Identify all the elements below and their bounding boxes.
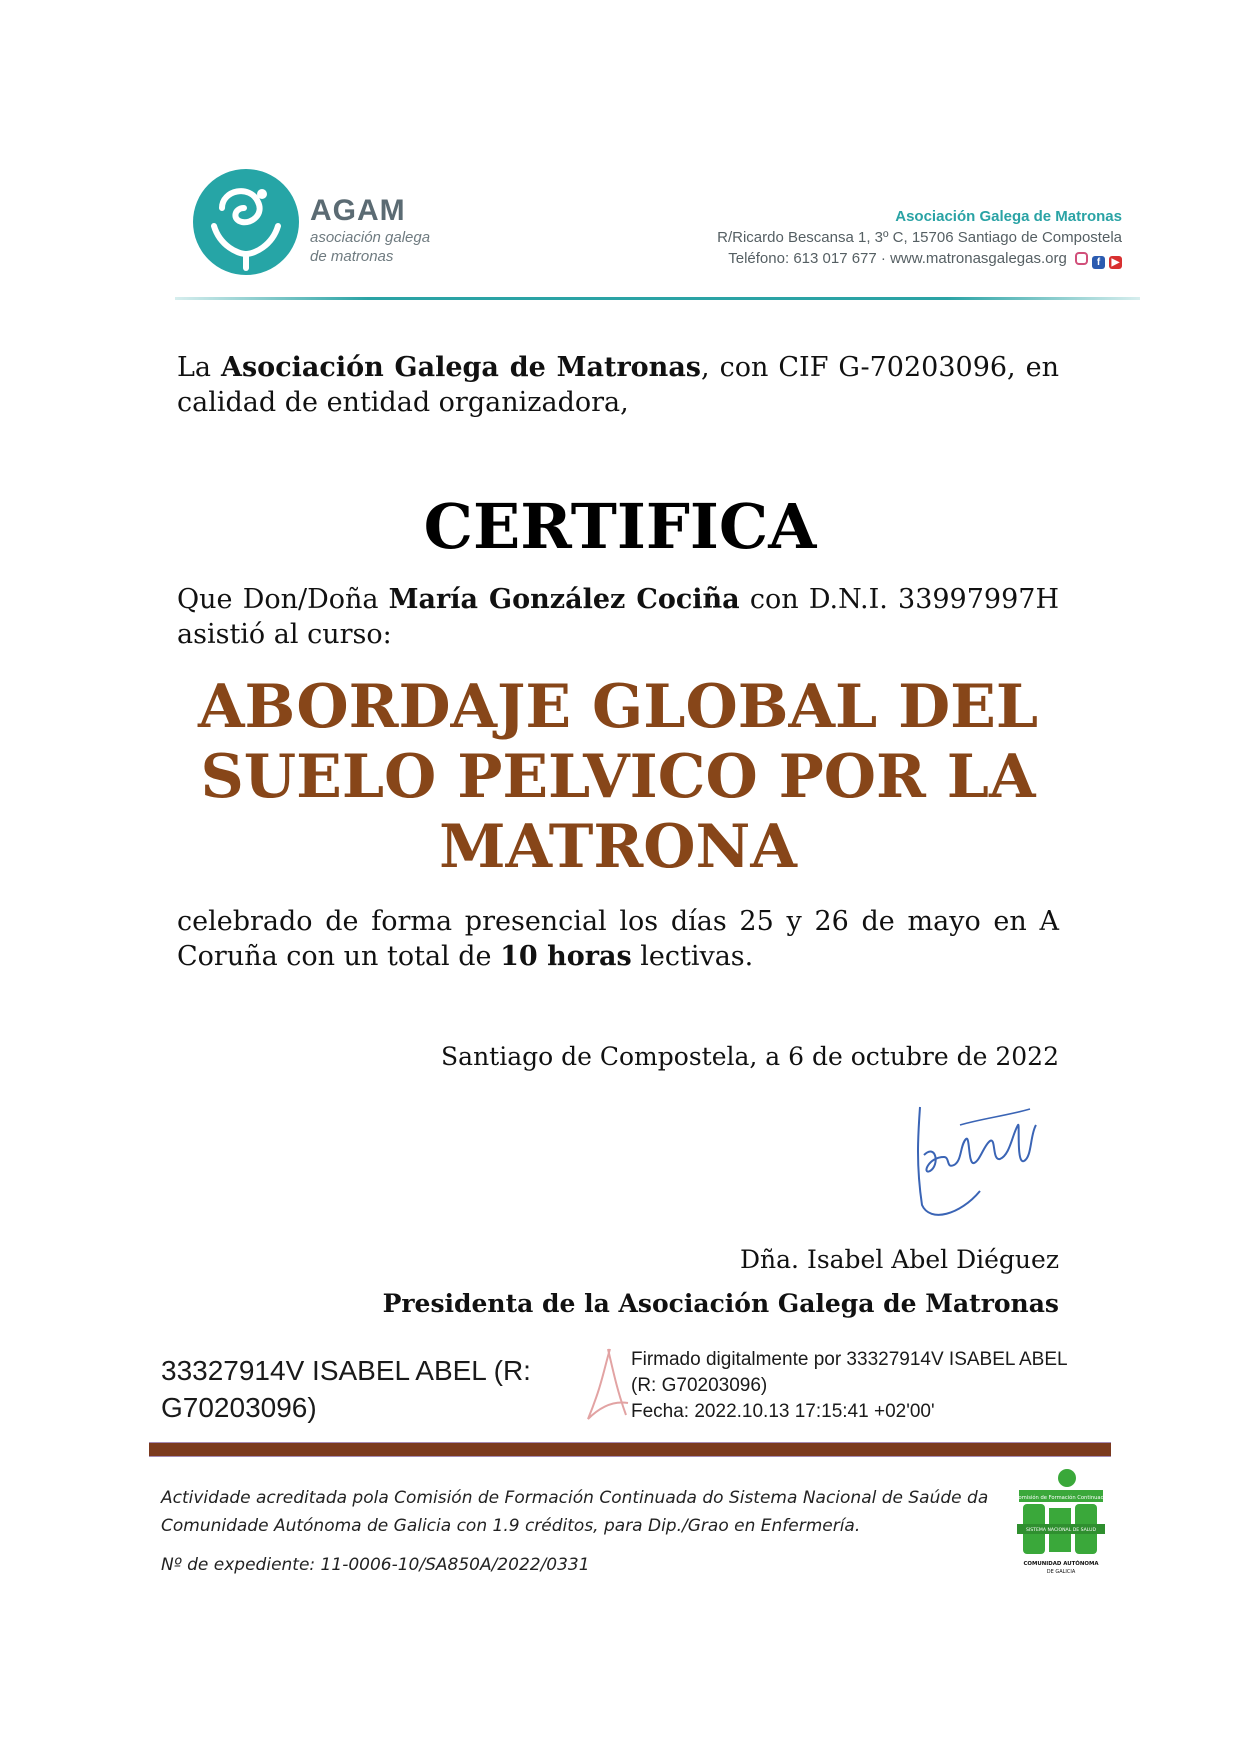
attendee-prefix: Que Don/Doña xyxy=(177,584,389,615)
sns-bottom-line1: COMUNIDAD AUTÓNOMA xyxy=(1023,1561,1099,1567)
logo-subtitle-line1: asociación galega xyxy=(310,229,431,246)
sns-band-label: SISTEMA NACIONAL DE SALUD xyxy=(1025,1528,1097,1533)
dsig-detail-line1: Firmado digitalmente por 33327914V ISABEL ABEL xyxy=(631,1349,1068,1370)
header-address: R/Ricardo Bescansa 1, 3º C, 15706 Santiago de Compostela xyxy=(717,229,1122,246)
logo-subtitle-line2: de matronas xyxy=(310,248,394,265)
intro-suffix: , con CIF G-70203096, en calidad de entidad organizadora, xyxy=(177,352,1060,418)
intro-org-name: Asociación Galega de Matronas xyxy=(221,352,702,383)
course-title-line2: SUELO PELVICO POR LA xyxy=(200,742,1036,812)
digital-signature-name xyxy=(161,1352,561,1426)
header-divider xyxy=(175,297,1140,300)
sns-top-label: Comisión de Formación Continuada xyxy=(1015,1495,1107,1501)
footer-band xyxy=(149,1442,1111,1457)
pdf-signature-watermark-icon xyxy=(582,1345,632,1425)
attendee-suffix: con D.N.I. 33997997H asistió al curso: xyxy=(177,584,1059,650)
header-contact xyxy=(717,206,1122,269)
sns-galicia-logo-icon xyxy=(1015,1468,1107,1580)
signer-name: Dña. Isabel Abel Diéguez xyxy=(740,1245,1059,1274)
accreditation-text xyxy=(161,1484,1001,1540)
signer-role: Presidenta de la Asociación Galega de Matronas xyxy=(382,1289,1059,1318)
dsig-name-line1: 33327914V ISABEL ABEL (R: xyxy=(161,1355,531,1386)
header-org-name: Asociación Galega de Matronas xyxy=(895,208,1122,225)
accreditation-line2: Comunidade Autónoma de Galicia con 1.9 créditos, para Dip./Grao en Enfermería. xyxy=(161,1516,861,1536)
course-title xyxy=(177,672,1059,882)
place-and-date: Santiago de Compostela, a 6 de octubre de 2022 xyxy=(441,1042,1059,1071)
expediente-number: Nº de expediente: 11-0006-10/SA850A/2022/0331 xyxy=(161,1555,590,1575)
logo-wordmark xyxy=(310,194,430,266)
digital-signature-details xyxy=(631,1347,1091,1425)
dsig-detail-line2: (R: G70203096) xyxy=(631,1375,768,1396)
intro-prefix: La xyxy=(177,352,222,383)
attendee-name: María González Cociña xyxy=(388,584,740,615)
agam-logo-icon xyxy=(192,168,300,276)
dsig-name-line2: G70203096) xyxy=(161,1392,317,1423)
details-suffix: lectivas. xyxy=(631,941,754,972)
phone-label: Teléfono: xyxy=(728,250,790,267)
certifica-heading: CERTIFICA xyxy=(423,490,817,563)
dsig-detail-line3: Fecha: 2022.10.13 17:15:41 +02'00' xyxy=(631,1401,935,1422)
youtube-icon: ▶ xyxy=(1109,256,1122,269)
website: · www.matronasgalegas.org xyxy=(876,250,1067,267)
handwritten-signature-icon xyxy=(900,1095,1050,1225)
accreditation-line1: Actividade acreditada pola Comisión de Formación Continuada do Sistema Nacional de Saúde da xyxy=(161,1488,989,1508)
attendee-paragraph xyxy=(177,582,1059,652)
header-phone-line xyxy=(717,248,1122,269)
instagram-icon xyxy=(1075,252,1088,265)
logo-acronym: AGAM xyxy=(310,194,406,227)
intro-paragraph xyxy=(177,350,1059,420)
course-details-paragraph xyxy=(177,904,1059,974)
course-hours: 10 horas xyxy=(500,941,632,972)
phone-number: 613 017 677 xyxy=(793,250,877,267)
sns-bottom-line2: DE GALICIA xyxy=(1046,1569,1076,1575)
details-prefix: celebrado de forma presencial los días 25 y 26 de mayo en A Coruña con un total de xyxy=(177,906,1059,972)
facebook-icon: f xyxy=(1092,256,1105,269)
course-title-line3: MATRONA xyxy=(439,812,797,882)
course-title-line1: ABORDAJE GLOBAL DEL xyxy=(197,672,1039,742)
